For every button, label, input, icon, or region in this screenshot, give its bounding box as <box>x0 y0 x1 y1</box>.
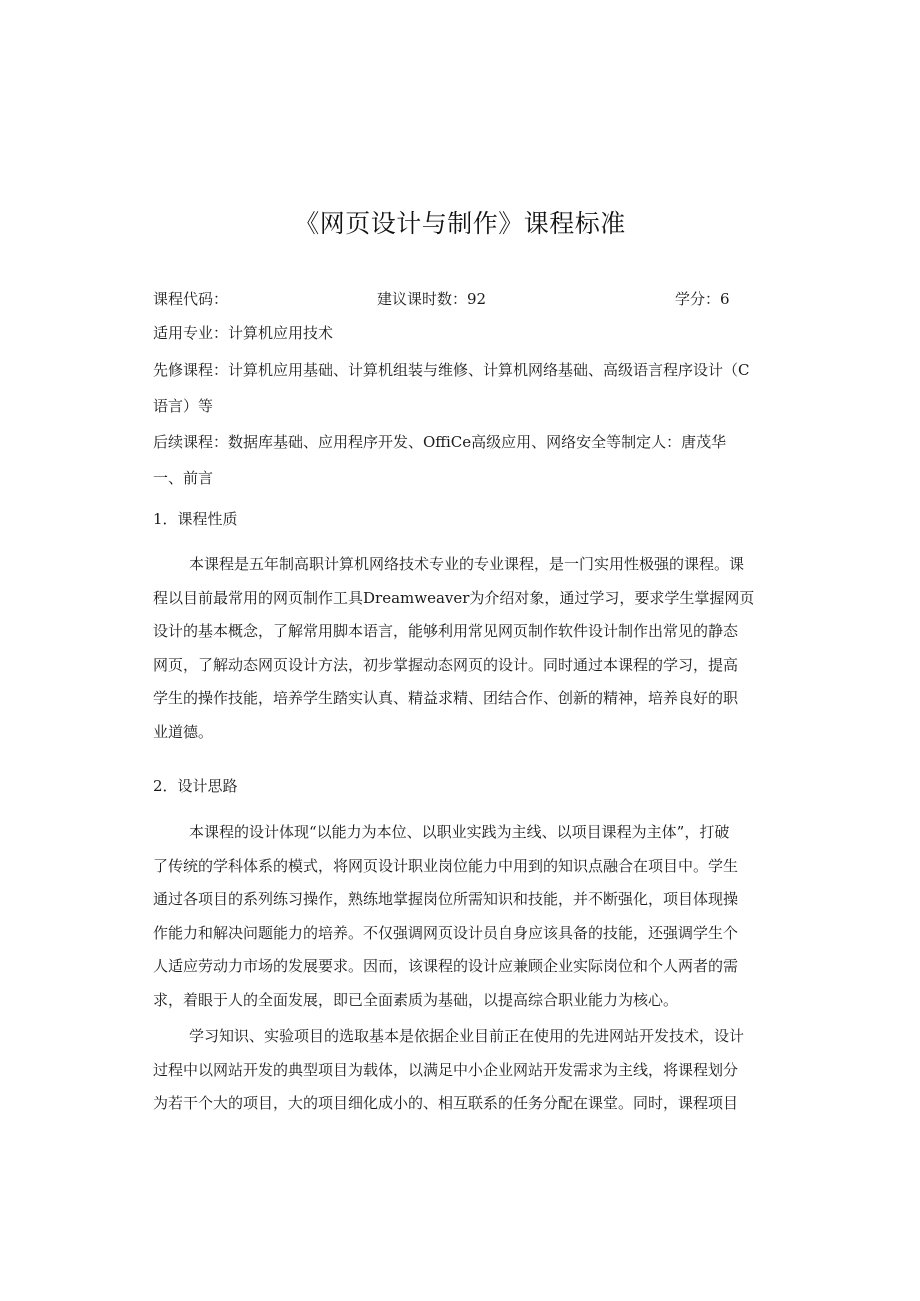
paragraph-line: 通过各项目的系列练习操作，熟练地掌握岗位所需知识和技能，并不断强化，项目体现操 <box>153 890 739 909</box>
subsection-design-idea: 2．设计思路 <box>153 777 238 795</box>
prerequisite-courses-line-2: 语言）等 <box>153 397 214 415</box>
paragraph-line: 为若干个大的项目，大的项目细化成小的、相互联系的任务分配在课堂。同时，课程项目 <box>153 1094 739 1113</box>
section-heading-preface: 一、前言 <box>153 469 214 487</box>
paragraph-line: 程以目前最常用的网页制作工具Dreamweaver为介绍对象，通过学习，要求学生掌握网页 <box>153 588 755 607</box>
paragraph-line: 本课程是五年制高职计算机网络技术专业的专业课程，是一门实用性极强的课程。课 <box>189 555 745 573</box>
paragraph-line: 过程中以网站开发的典型项目为载体，以满足中小企业网站开发需求为主线，将课程划分 <box>153 1060 739 1079</box>
paragraph-line: 作能力和解决问题能力的培养。不仅强调网页设计员自身应该具备的技能，还强调学生个 <box>153 923 739 942</box>
course-code-label: 课程代码： <box>153 290 229 308</box>
paragraph-project-selection <box>153 1020 763 1121</box>
document-title: 《网页设计与制作》课程标准 <box>294 209 626 238</box>
prerequisite-courses-line-1: 先修课程：计算机应用基础、计算机组装与维修、计算机网络基础、高级语言程序设计（C <box>153 361 750 379</box>
paragraph-course-nature <box>153 548 763 750</box>
paragraph-line: 学习知识、实验项目的选取基本是依据企业目前正在使用的先进网站开发技术，设计 <box>189 1027 745 1045</box>
paragraph-line: 学生的操作技能，培养学生踏实认真、精益求精、团结合作、创新的精神，培养良好的职 <box>153 689 739 708</box>
paragraph-line: 了传统的学科体系的模式，将网页设计职业岗位能力中用到的知识点融合在项目中。学生 <box>153 856 739 875</box>
credit: 学分：6 <box>675 290 730 308</box>
paragraph-line: 本课程的设计体现“以能力为本位、以职业实践为主线、以项目课程为主体”，打破 <box>189 823 730 841</box>
suggested-hours: 建议课时数：92 <box>377 290 487 308</box>
paragraph-line: 设计的基本概念，了解常用脚本语言，能够利用常见网页制作软件设计制作出常见的静态 <box>153 622 739 641</box>
paragraph-line: 求，着眼于人的全面发展，即已全面素质为基础，以提高综合职业能力为核心。 <box>153 990 679 1009</box>
subsection-course-nature: 1．课程性质 <box>153 510 238 528</box>
follow-up-courses: 后续课程：数据库基础、应用程序开发、OffiCe高级应用、网络安全等制定人：唐茂华 <box>153 433 727 451</box>
paragraph-design-idea <box>153 816 763 1018</box>
applicable-major: 适用专业：计算机应用技术 <box>153 324 334 342</box>
course-meta-row <box>153 288 743 308</box>
paragraph-line: 业道德。 <box>153 722 214 741</box>
paragraph-line: 人适应劳动力市场的发展要求。因而，该课程的设计应兼顾企业实际岗位和个人两者的需 <box>153 957 739 976</box>
paragraph-line: 网页，了解动态网页设计方法，初步掌握动态网页的设计。同时通过本课程的学习，提高 <box>153 655 739 674</box>
